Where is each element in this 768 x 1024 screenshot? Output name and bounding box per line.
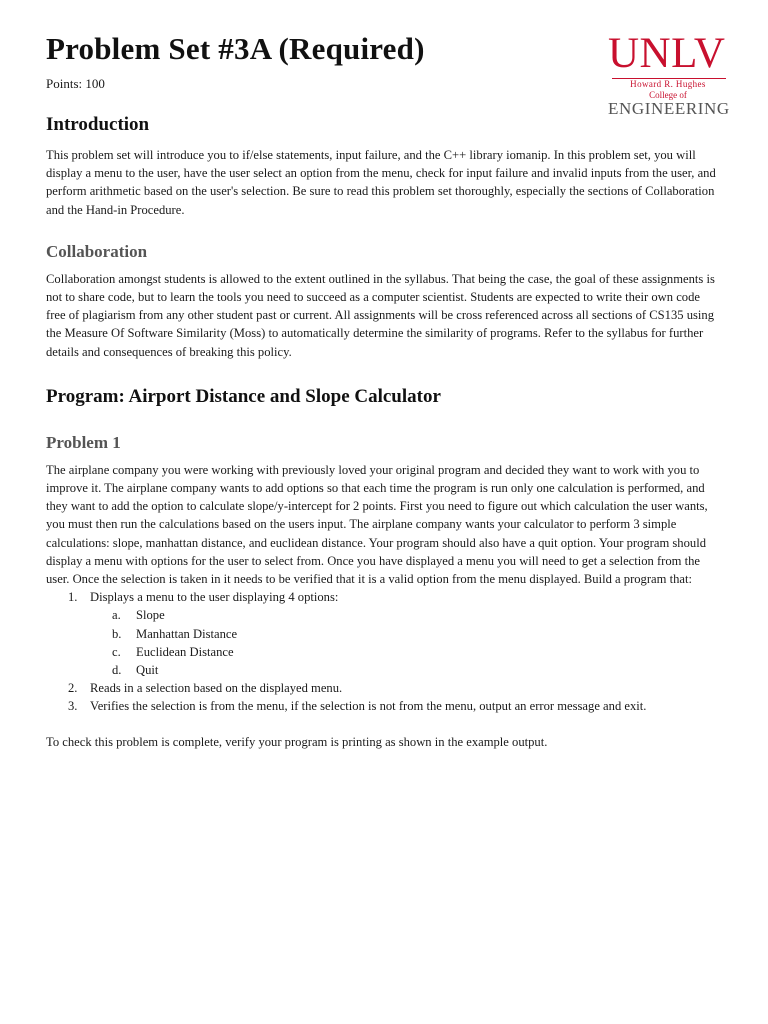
collaboration-heading: Collaboration	[46, 241, 148, 261]
program-heading: Program: Airport Distance and Slope Calculator	[46, 385, 441, 407]
option-text: Quit	[136, 663, 159, 678]
list-item	[46, 697, 722, 715]
option-letter: d.	[112, 663, 122, 678]
menu-options-list	[90, 606, 722, 679]
list-item	[90, 606, 722, 624]
closing-text: To check this problem is complete, verify your program is printing as shown in the example output.	[46, 734, 548, 749]
logo-line-3: ENGINEERING	[608, 99, 730, 118]
requirements-list	[46, 588, 722, 715]
list-item-number: 2.	[68, 681, 78, 696]
option-text: Euclidean Distance	[136, 644, 234, 659]
list-item	[46, 588, 722, 679]
list-item-text: Verifies the selection is from the menu, if the selection is not from the menu, output an error message and exit.	[90, 699, 647, 714]
option-letter: a.	[112, 608, 121, 623]
list-item	[90, 625, 722, 643]
logo-line-2: College of	[649, 90, 687, 100]
option-letter: b.	[112, 626, 122, 641]
list-item-number: 3.	[68, 699, 78, 714]
option-letter: c.	[112, 644, 121, 659]
list-item	[46, 679, 722, 697]
problem-1-text: The airplane company you were working with previously loved your original program and decided they want to work with you to improve it. The airplane company wants to add options so that each time the program is run only one calculation is performed, and they want to add the option to calculate slope/y-intercept for 2 points. First you need to figure out which calculation the user wants, you must then run the calculations based on the users input. The airplane company wants your calculator to perform 3 simple calculations: slope, manhattan distance, and euclidean distance. Your program should also have a quit option. Your program should display a menu with options for the user to select from. Once you have displayed a menu you will need to get a selection from the user. Once the selection is taken in it needs to be verified that it is a valid option from the menu displayed. Build a program that:	[46, 462, 708, 587]
document-page	[46, 30, 722, 751]
list-item	[90, 661, 722, 679]
page-title: Problem Set #3A (Required)	[46, 31, 425, 66]
list-item	[90, 643, 722, 661]
list-item-text: Reads in a selection based on the displayed menu.	[90, 681, 343, 696]
points-label: Points: 100	[46, 76, 105, 91]
list-item-text: Displays a menu to the user displaying 4 options:	[90, 590, 339, 605]
option-text: Slope	[136, 608, 165, 623]
logo-wordmark: UNLV	[608, 30, 726, 77]
logo-line-1: Howard R. Hughes	[630, 79, 706, 89]
list-item-number: 1.	[68, 590, 78, 605]
introduction-text: This problem set will introduce you to if/else statements, input failure, and the C++ library iomanip. In this problem set, you will display a menu to the user, have the user select an option from the menu, check for input failure and invalid inputs from the user, and perform arithmetic based on the user's selection. Be sure to read this problem set thoroughly, especially the sections of Collaboration and the Hand-in Procedure.	[46, 148, 716, 217]
problem-1-heading: Problem 1	[46, 432, 121, 452]
option-text: Manhattan Distance	[136, 626, 238, 641]
introduction-heading: Introduction	[46, 114, 150, 135]
collaboration-text: Collaboration amongst students is allowed to the extent outlined in the syllabus. That being the case, the goal of these assignments is not to share code, but to learn the tools you need to succeed as a computer scientist. Students are expected to write their own code free of plagiarism from any other student past or current. All assignments will be cross referenced across all sections of CS135 using the Measure Of Software Similarity (Moss) to automatically determine the similarity of programs. Refer to the syllabus for further details and consequences of breaking this policy.	[46, 271, 715, 359]
